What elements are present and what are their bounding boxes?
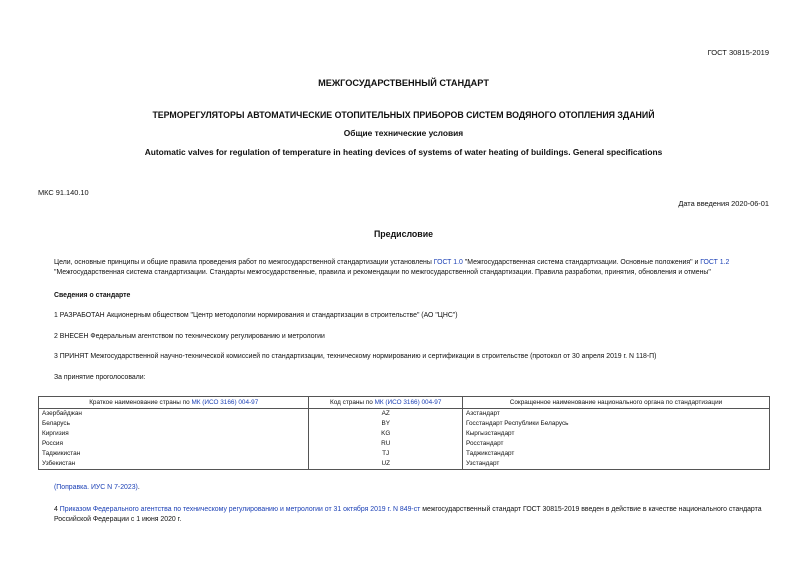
national-body: Азстандарт — [462, 409, 769, 420]
national-body: Узстандарт — [462, 459, 769, 470]
country-code: TJ — [309, 449, 463, 459]
amendment-link[interactable]: (Поправка. ИУС N 7-2023) — [54, 484, 138, 491]
mk-iso-link[interactable]: МК (ИСО 3166) 004-97 — [191, 399, 259, 406]
country-name: Узбекистан — [39, 459, 309, 470]
foreword-text-c: "Межгосударственная система стандартизации. Стандарты межгосударственные, правила и рекомендации по межгосударственной стандартизации. Правила разработки, принятия, обновления и отмены" — [54, 269, 711, 276]
amendment-note: (Поправка. ИУС N 7-2023). — [54, 484, 140, 491]
header-country-code: Код страны по МК (ИСО 3166) 004-97 — [309, 397, 463, 409]
item-enacted-text: межгосударственный стандарт ГОСТ 30815-2019 введен в действие в качестве национального стандарта Российской Федерации с 1 июня 2020 г. — [54, 506, 762, 523]
item-enacted: 4 Приказом Федерального агентства по техническому регулированию и метрологии от 31 октября 2019 г. N 849-ст межгосударственный стандарт ГОСТ 30815-2019 введен в действие в качестве национального стандарта Российской Федерации с 1 июня 2020 г. — [54, 506, 762, 523]
table-row — [39, 439, 770, 449]
foreword-text-a: Цели, основные принципы и общие правила проведения работ по межгосударственной стандартизации установлены — [54, 259, 434, 266]
item-submitted: 2 ВНЕСЕН Федеральным агентством по техническому регулированию и метрологии — [54, 333, 325, 340]
country-code: RU — [309, 439, 463, 449]
document-code: ГОСТ 30815-2019 — [707, 48, 769, 57]
foreword-text-b: "Межгосударственная система стандартизации. Основные положения" и — [462, 259, 701, 266]
national-body: Росстандарт — [462, 439, 769, 449]
mks-code: МКС 91.140.10 — [38, 188, 89, 197]
gost-1-2-link[interactable]: ГОСТ 1.2 — [700, 259, 730, 266]
country-code: BY — [309, 419, 463, 429]
country-name: Киргизия — [39, 429, 309, 439]
standard-info-heading: Сведения о стандарте — [54, 292, 131, 299]
item-adopted: 3 ПРИНЯТ Межгосударственной научно-технической комиссией по стандартизации, техническому нормированию и сертификации в строительстве (протокол от 30 апреля 2019 г. N 118-П) — [54, 353, 657, 360]
table-row — [39, 449, 770, 459]
country-code: AZ — [309, 409, 463, 420]
voted-label: За принятие проголосовали: — [54, 374, 146, 381]
gost-1-0-link[interactable]: ГОСТ 1.0 — [433, 259, 463, 266]
table-row — [39, 419, 770, 429]
country-name: Азербайджан — [39, 409, 309, 420]
table-row — [39, 429, 770, 439]
voting-states-table — [38, 396, 770, 470]
table-header-row — [39, 397, 770, 409]
country-name: Таджикистан — [39, 449, 309, 459]
national-body: Госстандарт Республики Беларусь — [462, 419, 769, 429]
header-national-body: Сокращенное наименование национального органа по стандартизации — [462, 397, 769, 409]
country-code: KG — [309, 429, 463, 439]
table-row — [39, 409, 770, 420]
foreword-heading: Предисловие — [373, 229, 434, 239]
item-developed: 1 РАЗРАБОТАН Акционерным обществом "Центр методологии нормирования и стандартизации в строительстве" (АО "ЦНС") — [54, 312, 458, 319]
mk-iso-link[interactable]: МК (ИСО 3166) 004-97 — [374, 399, 442, 406]
national-body: Кыргызстандарт — [462, 429, 769, 439]
national-body: Таджикстандарт — [462, 449, 769, 459]
country-code: UZ — [309, 459, 463, 470]
order-link[interactable]: Приказом Федерального агентства по техническому регулированию и метрологии от 31 октября 2019 г. N 849-ст — [59, 506, 421, 513]
standard-type-heading: МЕЖГОСУДАРСТВЕННЫЙ СТАНДАРТ — [318, 78, 489, 88]
document-title-english: Automatic valves for regulation of temperature in heating devices of systems of water heating of buildings. General specifications — [144, 147, 663, 157]
country-name: Беларусь — [39, 419, 309, 429]
foreword-paragraph — [38, 258, 786, 278]
table-row — [39, 459, 770, 470]
intro-date: Дата введения 2020-06-01 — [678, 199, 769, 208]
header-country-name: Краткое наименование страны по МК (ИСО 3166) 004-97 — [39, 397, 309, 409]
document-subtitle: Общие технические условия — [343, 128, 464, 138]
document-title: ТЕРМОРЕГУЛЯТОРЫ АВТОМАТИЧЕСКИЕ ОТОПИТЕЛЬНЫХ ПРИБОРОВ СИСТЕМ ВОДЯНОГО ОТОПЛЕНИЯ ЗДАНИЙ — [152, 110, 655, 120]
country-name: Россия — [39, 439, 309, 449]
